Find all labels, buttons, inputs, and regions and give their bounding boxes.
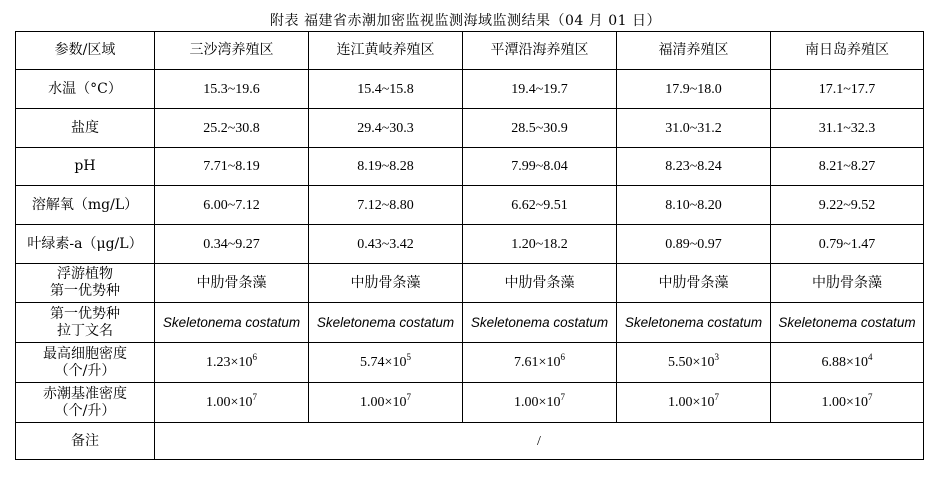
table-cell: 0.89~0.97 [617,225,771,264]
table-cell: 6.00~7.12 [155,186,309,225]
table-cell: 中肋骨条藻 [309,264,463,303]
row-label-line: 第一优势种 [50,283,120,299]
row-label-line: 拉丁文名 [57,322,113,339]
table-cell: Skeletonema costatum [617,303,771,343]
table-row-salinity [16,109,924,148]
remarks-cell: / [155,423,924,460]
row-label-line: （个/升） [54,402,116,419]
table-cell [309,383,463,423]
header-region-nanri: 南日岛养殖区 [771,32,924,70]
table-cell: Skeletonema costatum [771,303,924,343]
table-cell: 8.23~8.24 [617,148,771,186]
table-cell [463,383,617,423]
table-cell: 1.20~18.2 [463,225,617,264]
density-exponent: 5 [406,352,411,362]
table-row-water-temp [16,70,924,109]
row-label-baseline-density [16,383,155,423]
table-cell: 25.2~30.8 [155,109,309,148]
density-exponent: 6 [560,352,565,362]
table-cell: 17.1~17.7 [771,70,924,109]
density-exponent: 7 [406,392,411,402]
table-cell: 中肋骨条藻 [771,264,924,303]
table-cell: Skeletonema costatum [155,303,309,343]
table-cell [309,343,463,383]
table-cell: Skeletonema costatum [309,303,463,343]
table-row-latin-name [16,303,924,343]
header-region-pingtan: 平潭沿海养殖区 [463,32,617,70]
header-region-sansha: 三沙湾养殖区 [155,32,309,70]
table-cell [771,343,924,383]
density-exponent: 7 [560,392,565,402]
density-exponent: 7 [252,392,257,402]
table-cell: 6.62~9.51 [463,186,617,225]
density-exponent: 6 [252,352,257,362]
table-row-dominant-species [16,264,924,303]
table-row-dissolved-oxygen [16,186,924,225]
table-cell: 8.19~8.28 [309,148,463,186]
table-cell: 7.12~8.80 [309,186,463,225]
table-row-chlorophyll [16,225,924,264]
table-row-remarks [16,423,924,460]
row-label-line: （个/升） [54,362,116,379]
density-exponent: 7 [714,392,719,402]
row-label-line: 最高细胞密度 [43,345,127,362]
table-cell [155,383,309,423]
density-mantissa: 1.00×10 [360,395,407,410]
table-cell: 0.79~1.47 [771,225,924,264]
table-cell [155,343,309,383]
table-cell: 7.71~8.19 [155,148,309,186]
table-cell: 8.21~8.27 [771,148,924,186]
header-row [16,32,924,70]
row-label-ph: pH [16,148,155,186]
table-cell: Skeletonema costatum [463,303,617,343]
table-cell [617,343,771,383]
table-cell: 31.0~31.2 [617,109,771,148]
header-parameter-region: 参数/区域 [16,32,155,70]
density-mantissa: 1.00×10 [206,395,253,410]
table-cell: 28.5~30.9 [463,109,617,148]
density-mantissa: 1.23×10 [206,355,253,370]
density-mantissa: 5.74×10 [360,355,407,370]
table-cell: 15.4~15.8 [309,70,463,109]
table-title: 附表 福建省赤潮加密监视监测海域监测结果（04 月 01 日） [270,13,661,29]
row-label-chlorophyll: 叶绿素-a（μg/L） [16,225,155,264]
table-cell: 31.1~32.3 [771,109,924,148]
table-cell [771,383,924,423]
table-cell: 8.10~8.20 [617,186,771,225]
table-row-max-density [16,343,924,383]
header-region-fuqing: 福清养殖区 [617,32,771,70]
table-row-baseline-density [16,383,924,423]
row-label-dissolved-oxygen: 溶解氧（mg/L） [16,186,155,225]
row-label-max-density [16,343,155,383]
table-cell: 0.43~3.42 [309,225,463,264]
row-label-remarks: 备注 [16,423,155,460]
table-row-ph [16,148,924,186]
row-label-water-temp: 水温（°C） [16,70,155,109]
density-mantissa: 1.00×10 [514,395,561,410]
table-cell: 15.3~19.6 [155,70,309,109]
table-cell: 中肋骨条藻 [617,264,771,303]
density-mantissa: 6.88×10 [821,355,868,370]
density-exponent: 4 [867,352,873,362]
table-cell: 0.34~9.27 [155,225,309,264]
row-label-salinity: 盐度 [16,109,155,148]
density-exponent: 3 [714,352,719,362]
table-cell [617,383,771,423]
density-exponent: 7 [867,392,873,402]
table-cell: 17.9~18.0 [617,70,771,109]
density-mantissa: 1.00×10 [668,395,715,410]
row-label-dominant-species [16,264,155,303]
row-label-line: 浮游植物 [57,266,113,282]
table-cell: 7.99~8.04 [463,148,617,186]
table-cell: 9.22~9.52 [771,186,924,225]
table-cell: 29.4~30.3 [309,109,463,148]
row-label-line: 赤潮基准密度 [43,385,127,402]
table-cell: 中肋骨条藻 [463,264,617,303]
monitoring-results-table [15,31,924,460]
header-region-lianjiang: 连江黄岐养殖区 [309,32,463,70]
density-mantissa: 5.50×10 [668,355,715,370]
row-label-line: 第一优势种 [50,305,120,322]
table-cell [463,343,617,383]
row-label-latin-name [16,303,155,343]
density-mantissa: 7.61×10 [514,355,561,370]
table-cell: 19.4~19.7 [463,70,617,109]
density-mantissa: 1.00×10 [821,395,868,410]
table-cell: 中肋骨条藻 [155,264,309,303]
